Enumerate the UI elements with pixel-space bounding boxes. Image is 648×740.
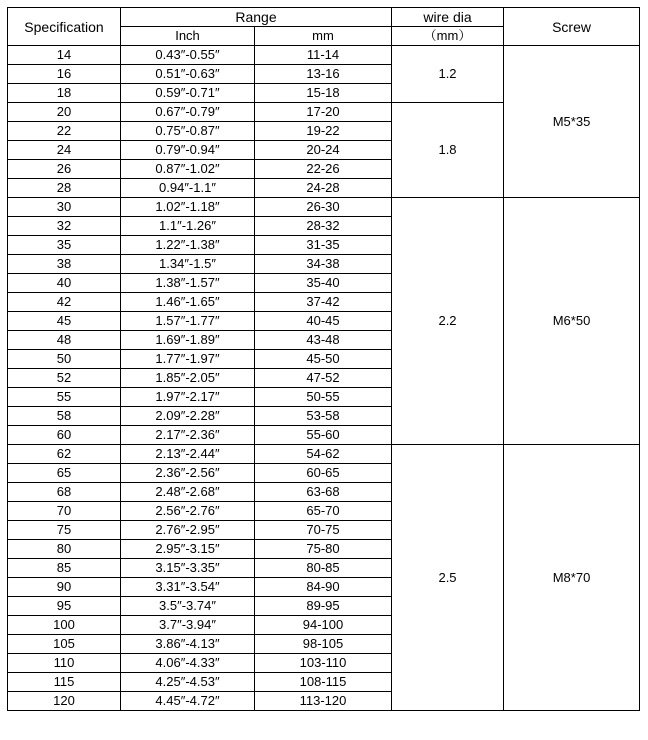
- spec-cell: 120: [8, 692, 121, 711]
- inch-cell: 0.67″-0.79″: [121, 103, 255, 122]
- mm-cell: 98-105: [255, 635, 392, 654]
- mm-cell: 50-55: [255, 388, 392, 407]
- mm-cell: 63-68: [255, 483, 392, 502]
- header-range: Range: [121, 8, 392, 27]
- inch-cell: 3.31″-3.54″: [121, 578, 255, 597]
- inch-cell: 2.09″-2.28″: [121, 407, 255, 426]
- inch-cell: 2.56″-2.76″: [121, 502, 255, 521]
- header-inch: Inch: [121, 27, 255, 46]
- spec-cell: 48: [8, 331, 121, 350]
- mm-cell: 75-80: [255, 540, 392, 559]
- inch-cell: 1.1″-1.26″: [121, 217, 255, 236]
- inch-cell: 1.57″-1.77″: [121, 312, 255, 331]
- inch-cell: 1.38″-1.57″: [121, 274, 255, 293]
- mm-cell: 84-90: [255, 578, 392, 597]
- spec-cell: 28: [8, 179, 121, 198]
- spec-cell: 20: [8, 103, 121, 122]
- inch-cell: 0.94″-1.1″: [121, 179, 255, 198]
- inch-cell: 0.75″-0.87″: [121, 122, 255, 141]
- table-row: [8, 445, 640, 464]
- header-wire-dia: wire dia: [392, 8, 504, 27]
- wire-dia-cell: 1.8: [392, 103, 504, 198]
- mm-cell: 45-50: [255, 350, 392, 369]
- spec-cell: 22: [8, 122, 121, 141]
- mm-cell: 54-62: [255, 445, 392, 464]
- spec-cell: 70: [8, 502, 121, 521]
- mm-cell: 65-70: [255, 502, 392, 521]
- mm-cell: 108-115: [255, 673, 392, 692]
- spec-cell: 85: [8, 559, 121, 578]
- spec-cell: 52: [8, 369, 121, 388]
- spec-table-body: [8, 8, 640, 711]
- spec-cell: 55: [8, 388, 121, 407]
- inch-cell: 0.79″-0.94″: [121, 141, 255, 160]
- mm-cell: 60-65: [255, 464, 392, 483]
- mm-cell: 37-42: [255, 293, 392, 312]
- inch-cell: 1.85″-2.05″: [121, 369, 255, 388]
- inch-cell: 3.7″-3.94″: [121, 616, 255, 635]
- spec-cell: 50: [8, 350, 121, 369]
- inch-cell: 1.02″-1.18″: [121, 198, 255, 217]
- spec-cell: 35: [8, 236, 121, 255]
- spec-cell: 100: [8, 616, 121, 635]
- spec-cell: 16: [8, 65, 121, 84]
- mm-cell: 40-45: [255, 312, 392, 331]
- spec-cell: 58: [8, 407, 121, 426]
- spec-cell: 38: [8, 255, 121, 274]
- mm-cell: 103-110: [255, 654, 392, 673]
- inch-cell: 2.17″-2.36″: [121, 426, 255, 445]
- mm-cell: 70-75: [255, 521, 392, 540]
- spec-cell: 90: [8, 578, 121, 597]
- spec-cell: 80: [8, 540, 121, 559]
- table-row: [8, 46, 640, 65]
- wire-dia-cell: 2.2: [392, 198, 504, 445]
- inch-cell: 2.36″-2.56″: [121, 464, 255, 483]
- spec-cell: 75: [8, 521, 121, 540]
- inch-cell: 3.86″-4.13″: [121, 635, 255, 654]
- header-row-1: [8, 8, 640, 27]
- mm-cell: 13-16: [255, 65, 392, 84]
- mm-cell: 11-14: [255, 46, 392, 65]
- spec-cell: 30: [8, 198, 121, 217]
- mm-cell: 28-32: [255, 217, 392, 236]
- spec-cell: 115: [8, 673, 121, 692]
- inch-cell: 0.59″-0.71″: [121, 84, 255, 103]
- inch-cell: 0.43″-0.55″: [121, 46, 255, 65]
- inch-cell: 1.46″-1.65″: [121, 293, 255, 312]
- spec-cell: 32: [8, 217, 121, 236]
- mm-cell: 55-60: [255, 426, 392, 445]
- header-wire-unit: （mm）: [392, 27, 504, 46]
- table-row: [8, 198, 640, 217]
- mm-cell: 24-28: [255, 179, 392, 198]
- inch-cell: 1.69″-1.89″: [121, 331, 255, 350]
- spec-cell: 65: [8, 464, 121, 483]
- mm-cell: 22-26: [255, 160, 392, 179]
- header-screw: Screw: [504, 8, 640, 46]
- mm-cell: 47-52: [255, 369, 392, 388]
- spec-cell: 110: [8, 654, 121, 673]
- spec-table: [7, 7, 640, 711]
- spec-cell: 95: [8, 597, 121, 616]
- spec-cell: 26: [8, 160, 121, 179]
- spec-cell: 14: [8, 46, 121, 65]
- inch-cell: 0.51″-0.63″: [121, 65, 255, 84]
- header-mm: mm: [255, 27, 392, 46]
- inch-cell: 4.45″-4.72″: [121, 692, 255, 711]
- inch-cell: 4.25″-4.53″: [121, 673, 255, 692]
- screw-cell: M5*35: [504, 46, 640, 198]
- inch-cell: 2.13″-2.44″: [121, 445, 255, 464]
- inch-cell: 1.22″-1.38″: [121, 236, 255, 255]
- inch-cell: 2.95″-3.15″: [121, 540, 255, 559]
- mm-cell: 19-22: [255, 122, 392, 141]
- spec-cell: 105: [8, 635, 121, 654]
- inch-cell: 1.97″-2.17″: [121, 388, 255, 407]
- spec-cell: 42: [8, 293, 121, 312]
- mm-cell: 31-35: [255, 236, 392, 255]
- inch-cell: 1.77″-1.97″: [121, 350, 255, 369]
- mm-cell: 89-95: [255, 597, 392, 616]
- spec-cell: 40: [8, 274, 121, 293]
- inch-cell: 2.76″-2.95″: [121, 521, 255, 540]
- mm-cell: 113-120: [255, 692, 392, 711]
- header-specification: Specification: [8, 8, 121, 46]
- mm-cell: 35-40: [255, 274, 392, 293]
- mm-cell: 17-20: [255, 103, 392, 122]
- spec-cell: 18: [8, 84, 121, 103]
- mm-cell: 53-58: [255, 407, 392, 426]
- mm-cell: 34-38: [255, 255, 392, 274]
- wire-dia-cell: 1.2: [392, 46, 504, 103]
- inch-cell: 2.48″-2.68″: [121, 483, 255, 502]
- wire-dia-cell: 2.5: [392, 445, 504, 711]
- screw-cell: M6*50: [504, 198, 640, 445]
- mm-cell: 43-48: [255, 331, 392, 350]
- mm-cell: 94-100: [255, 616, 392, 635]
- spec-cell: 62: [8, 445, 121, 464]
- mm-cell: 80-85: [255, 559, 392, 578]
- spec-table-wrapper: [7, 7, 640, 711]
- inch-cell: 0.87″-1.02″: [121, 160, 255, 179]
- mm-cell: 15-18: [255, 84, 392, 103]
- inch-cell: 1.34″-1.5″: [121, 255, 255, 274]
- mm-cell: 26-30: [255, 198, 392, 217]
- inch-cell: 4.06″-4.33″: [121, 654, 255, 673]
- mm-cell: 20-24: [255, 141, 392, 160]
- spec-cell: 68: [8, 483, 121, 502]
- spec-cell: 45: [8, 312, 121, 331]
- inch-cell: 3.5″-3.74″: [121, 597, 255, 616]
- screw-cell: M8*70: [504, 445, 640, 711]
- spec-cell: 24: [8, 141, 121, 160]
- inch-cell: 3.15″-3.35″: [121, 559, 255, 578]
- spec-cell: 60: [8, 426, 121, 445]
